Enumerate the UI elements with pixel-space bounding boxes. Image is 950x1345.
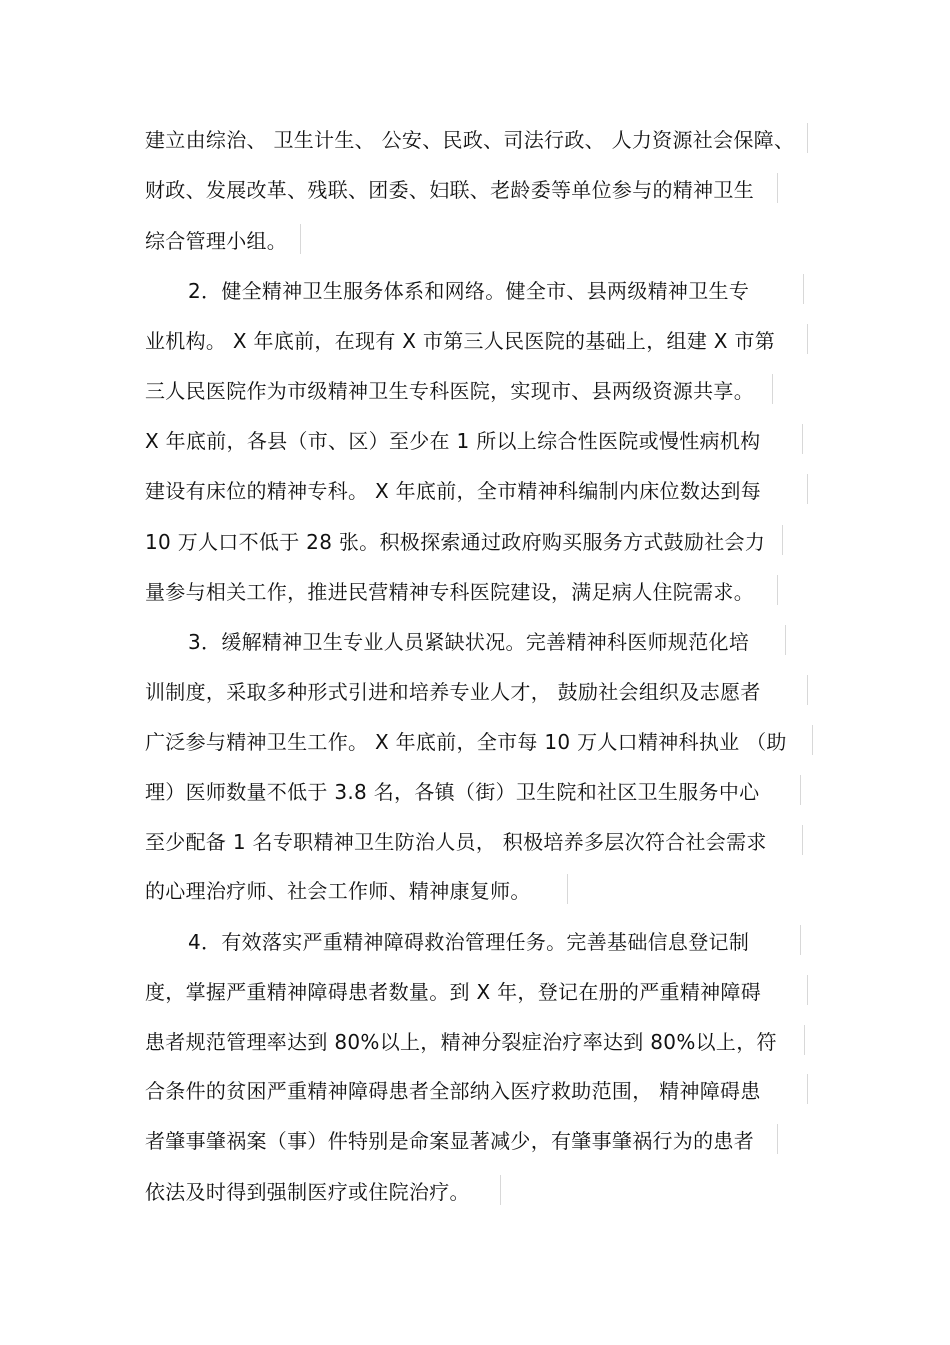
text-line: 合条件的贫困严重精神障碍患者全部纳入医疗救助范围， 精神障碍患 xyxy=(145,1076,800,1106)
text-line: 综合管理小组。 xyxy=(145,226,293,256)
text-line: 度，掌握严重精神障碍患者数量。到 X 年，登记在册的严重精神障碍 xyxy=(145,977,800,1007)
text-line: 建立由综治、 卫生计生、 公安、民政、司法行政、 人力资源社会保障、 xyxy=(145,125,800,155)
text-line: 至少配备 1 名专职精神卫生防治人员， 积极培养多层次符合社会需求 xyxy=(145,827,795,857)
text-line: 4．有效落实严重精神障碍救治管理任务。完善基础信息登记制 xyxy=(188,927,793,957)
text-line: 财政、发展改革、残联、团委、妇联、老龄委等单位参与的精神卫生 xyxy=(145,175,770,205)
text-line: 三人民医院作为市级精神卫生专科医院，实现市、县两级资源共享。 xyxy=(145,376,765,406)
text-line: 建设有床位的精神专科。 X 年底前，全市精神科编制内床位数达到每 xyxy=(145,476,800,506)
text-line: 2．健全精神卫生服务体系和网络。健全市、县两级精神卫生专 xyxy=(188,276,796,306)
text-line: 量参与相关工作，推进民营精神专科医院建设，满足病人住院需求。 xyxy=(145,577,770,607)
text-line: 者肇事肇祸案（事）件特别是命案显著减少，有肇事肇祸行为的患者 xyxy=(145,1126,770,1156)
text-line: 10 万人口不低于 28 张。积极探索通过政府购买服务方式鼓励社会力 xyxy=(145,527,775,557)
text-line: 3．缓解精神卫生专业人员紧缺状况。完善精神科医师规范化培 xyxy=(188,627,778,657)
text-line: 的心理治疗师、社会工作师、精神康复师。 xyxy=(145,876,560,906)
text-line: 训制度，采取多种形式引进和培养专业人才， 鼓励社会组织及志愿者 xyxy=(145,677,800,707)
text-line: 依法及时得到强制医疗或住院治疗。 xyxy=(145,1177,493,1207)
text-line: 广泛参与精神卫生工作。 X 年底前，全市每 10 万人口精神科执业 （助 xyxy=(145,727,805,757)
text-line: X 年底前，各县（市、区）至少在 1 所以上综合性医院或慢性病机构 xyxy=(145,426,795,456)
text-line: 理）医师数量不低于 3.8 名，各镇（街）卫生院和社区卫生服务中心 xyxy=(145,777,793,807)
text-line: 业机构。 X 年底前，在现有 X 市第三人民医院的基础上，组建 X 市第 xyxy=(145,326,800,356)
text-line: 患者规范管理率达到 80%以上，精神分裂症治疗率达到 80%以上，符 xyxy=(145,1027,797,1057)
